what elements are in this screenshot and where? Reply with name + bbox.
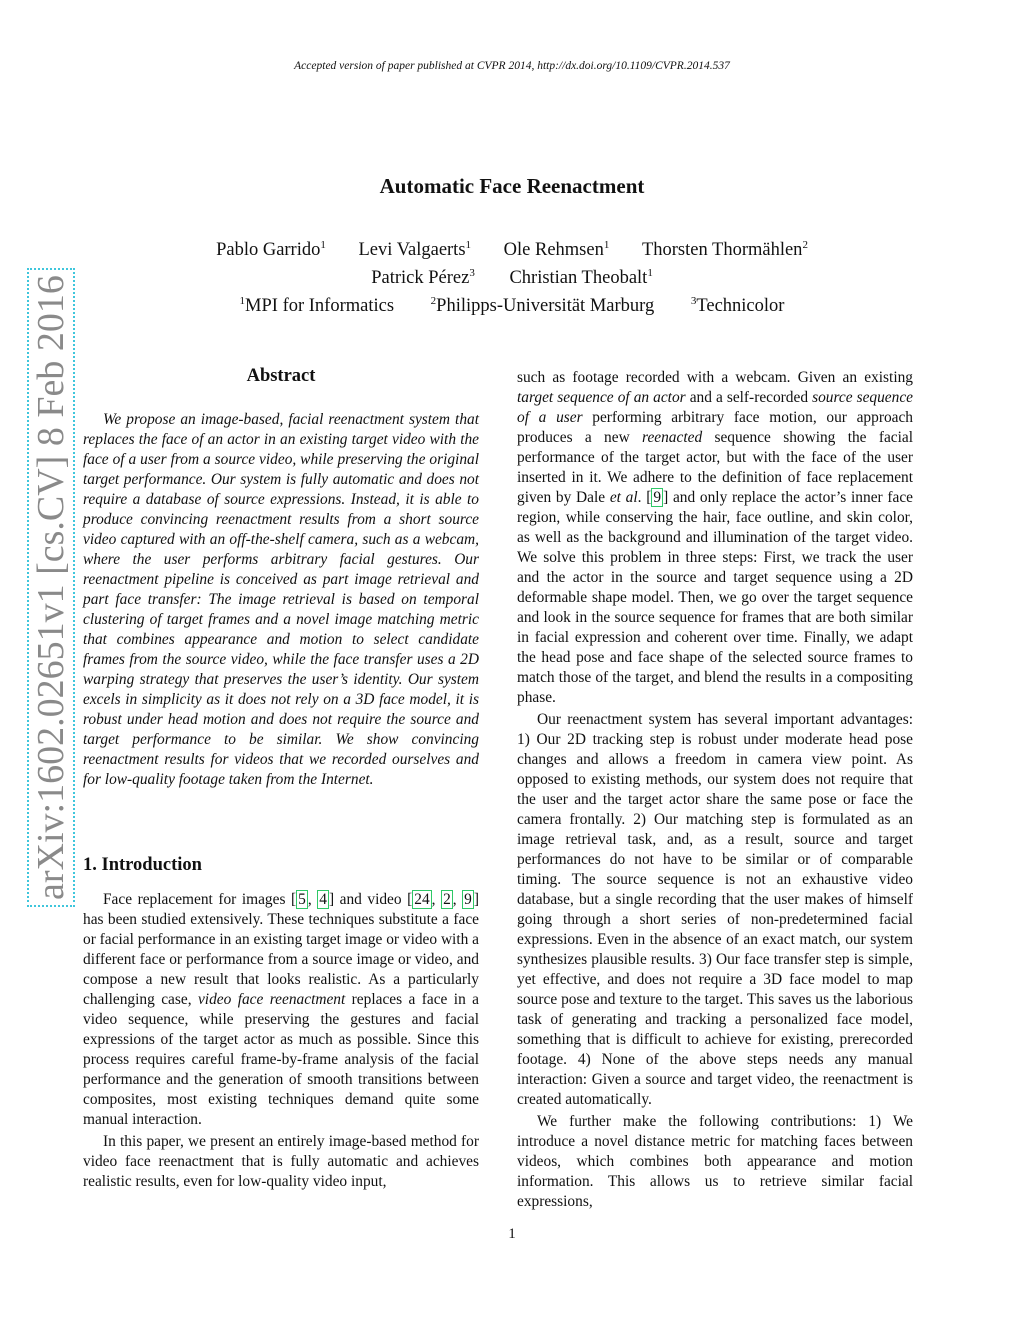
author: Ole Rehmsen$^1$ bbox=[503, 239, 610, 260]
affiliation: $^2$Philipps-Universität Marburg bbox=[430, 295, 655, 316]
abstract-text: We propose an image-based, facial reenactment system that replaces the face of an actor in an existing target video with the face of a user from a source video, while preserving the original target performance. Our system is fully automatic and does not require a database of source expressions. Instead, it is able to produce convincing reenactment results from a short source video captured with an off-the-shelf camera, such as a webcam, where the user performs arbitrary facial gestures. Our reenactment pipeline is conceived as part image retrieval and part face transfer: The image retrieval is based on temporal clustering of target frames and a novel image matching metric that combines appearance and motion to select candidate frames from the source video, while the face transfer uses a 2D warping strategy that preserves the user’s identity. Our system excels in simplicity as it does not rely on a 3D face model, it is robust under head motion and does not require the source and target performance to be similar. We show convincing reenactment results for videos that we recorded ourselves and for low-quality footage taken from the Internet. bbox=[83, 411, 479, 788]
page-number: 1 bbox=[508, 1226, 516, 1242]
section-heading-introduction: 1. Introduction bbox=[83, 855, 202, 875]
author: Patrick Pérez$^3$ bbox=[371, 267, 475, 288]
author: Pablo Garrido$^1$ bbox=[216, 239, 326, 260]
publication-notice: Accepted version of paper published at CVPR 2014, http://dx.doi.org/10.1109/CVPR.2014.537 bbox=[294, 60, 730, 72]
intro-paragraph-1: Face replacement for images [ 5 , 4 ] and video [ 24 , 2 , 9 ] has been studied extensively. These techniques substitute a face or facial performance in an existing target image or video with a different face or performance from a source image or video, and compose a new result that looks realistic. As a particularly challenging case, video face reenactment replaces a face in a video sequence, while preserving the gestures and facial expressions of the target actor as much as possible. Since this process requires careful frame-by-frame analysis of the facial performance and the generation of smooth transitions between composites, most existing techniques demand quite some manual interaction. bbox=[83, 891, 480, 1128]
author: Thorsten Thormählen$^2$ bbox=[641, 239, 808, 260]
citation-link[interactable]: 2 bbox=[443, 891, 451, 908]
author: Levi Valgaerts$^1$ bbox=[358, 239, 472, 260]
introduction-body bbox=[83, 890, 479, 1192]
citation-link[interactable]: 5 bbox=[298, 891, 306, 908]
paper-title: Automatic Face Reenactment bbox=[379, 174, 645, 198]
author-row-2 bbox=[0, 268, 1024, 289]
abstract-heading: Abstract bbox=[246, 366, 316, 386]
abstract-body bbox=[83, 410, 479, 790]
citation-link[interactable]: 9 bbox=[653, 489, 662, 506]
author-row-1 bbox=[0, 240, 1024, 261]
right-column-body bbox=[517, 368, 913, 1212]
author: Christian Theobalt$^1$ bbox=[509, 267, 653, 288]
affiliation: $^1$MPI for Informatics bbox=[239, 295, 395, 316]
citation-link[interactable]: 24 bbox=[414, 891, 430, 908]
intro-paragraph-2: In this paper, we present an entirely image-based method for video face reenactment that is fully automatic and achieves realistic results, even for low-quality video input, bbox=[83, 1133, 479, 1190]
arxiv-stamp[interactable]: arXiv:1602.02651v1 [cs.CV] 8 Feb 2016 bbox=[30, 275, 72, 900]
affiliations bbox=[0, 296, 1024, 317]
citation-link[interactable]: 4 bbox=[319, 891, 327, 908]
affiliation: $^3$Technicolor bbox=[690, 295, 785, 316]
right-paragraph-3: We further make the following contributions: 1) We introduce a novel distance metric for matching faces between videos, which combines both appearance and motion information. This allows us to retrieve similar facial expressions, bbox=[517, 1113, 913, 1210]
right-paragraph-2: Our reenactment system has several important advantages: 1) Our 2D tracking step is robust under moderate head pose changes and allows a freedom in camera view point. As opposed to existing methods, our system does not require that the user and the target actor share the same pose or face the camera frontally. 2) Our matching step is formulated as an image retrieval task, and, as a result, source and target performances do not have to be similar or of comparable timing. The source sequence is not an exhaustive video database, but a single recording that the user makes of himself going through a short series of non-predetermined facial expressions. Even in the absence of an exact match, our system synthesizes plausible results. 3) Our face transfer step is simple, yet effective, and does not require a 3D face model to map source pose and texture to the target. This saves us the laborious task of generating and tracking a personalized face model, something that is difficult to achieve for existing, prerecorded footage. 4) None of the above steps needs any manual interaction: Given a source and target video, the reenactment is created automatically. bbox=[517, 711, 913, 1108]
citation-link[interactable]: 9 bbox=[464, 891, 472, 908]
right-paragraph-1: such as footage recorded with a webcam. Given an existing target sequence of an actor and a self-recorded source sequence of a user performing arbitrary face motion, our approach produces a new reenacted sequence showing the facial performance of the target actor, but with the face of the user inserted in it. We adhere to the definition of face replacement given by Dale et al. [ 9 ] and only replace the actor’s inner face region, while conserving the hair, face outline, and skin color, as well as the background and illumination of the target video. We solve this problem in three steps: First, we track the user and the actor in the source and target sequence using a 2D deformable shape model. Then, we go over the target sequence and look in the source sequence for frames that are both similar in facial expression and coherent over time. Finally, we adapt the head pose and face shape of the selected source frames to match those of the target, and blend the results in a compositing phase. bbox=[517, 369, 914, 706]
